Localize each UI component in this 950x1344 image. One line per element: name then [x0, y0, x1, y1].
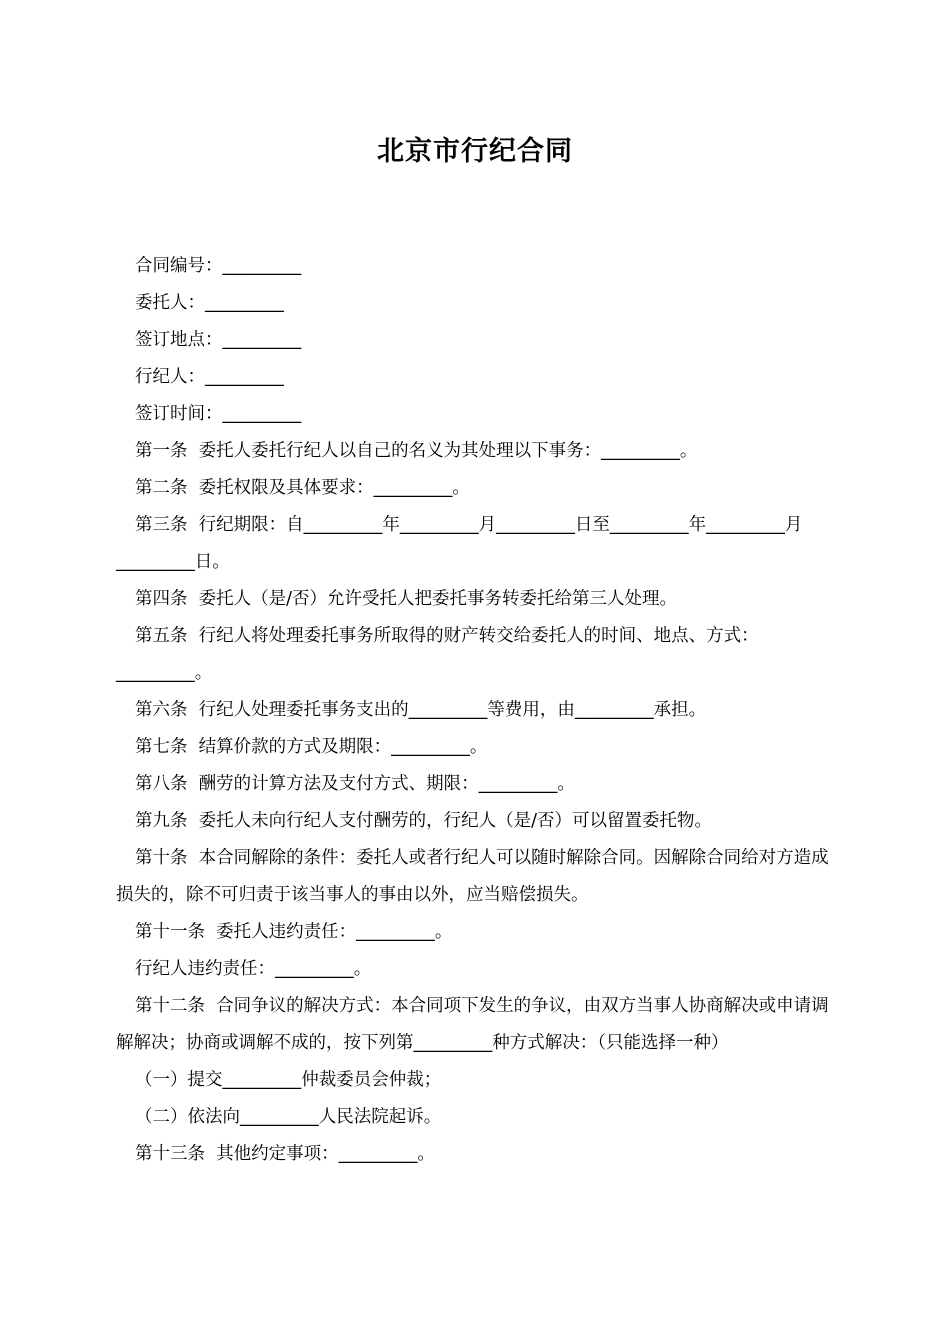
article-7: 第七条 结算价款的方式及期限：_________。	[135, 737, 488, 757]
article-2: 第二条 委托权限及具体要求：_________。	[135, 478, 470, 498]
signing-place-line: 签订地点：_________	[135, 330, 302, 350]
article-9: 第九条 委托人未向行纪人支付酬劳的，行纪人（是/否）可以留置委托物。	[135, 811, 713, 831]
broker-line: 行纪人：_________	[135, 367, 284, 387]
article-1: 第一条 委托人委托行纪人以自己的名义为其处理以下事务：_________。	[135, 441, 698, 461]
article-12-option-2: （二）依法向_________人民法院起诉。	[135, 1107, 442, 1127]
contract-number-line: 合同编号：_________	[135, 256, 302, 276]
document-title: 北京市行纪合同	[377, 136, 573, 167]
article-12: 第十二条 合同争议的解决方式：本合同项下发生的争议，由双方当事人协商解决或申请调解解决；协商或调解不成的，按下列第_________种方式解决：（只能选择一种）	[116, 996, 829, 1053]
article-5: 第五条 行纪人将处理委托事务所取得的财产转交给委托人的时间、地点、方式：_________。	[116, 626, 759, 683]
article-8: 第八条 酬劳的计算方法及支付方式、期限：_________。	[135, 774, 575, 794]
article-4: 第四条 委托人（是/否）允许受托人把委托事务转委托给第三人处理。	[135, 589, 678, 609]
article-11-broker-liability: 行纪人违约责任：_________。	[135, 959, 372, 979]
article-10: 第十条 本合同解除的条件：委托人或者行纪人可以随时解除合同。因解除合同给对方造成损失的，除不可归责于该当事人的事由以外，应当赔偿损失。	[116, 848, 829, 905]
article-13: 第十三条 其他约定事项：_________。	[135, 1144, 435, 1164]
article-12-option-1: （一）提交_________仲裁委员会仲裁；	[135, 1070, 442, 1090]
signing-time-line: 签订时间：_________	[135, 404, 302, 424]
document-body	[116, 248, 838, 1173]
article-6: 第六条 行纪人处理委托事务支出的_________等费用，由_________承担。	[135, 700, 707, 720]
article-3: 第三条 行纪期限：自_________年_________月_________日至_________年_________月_________日。	[116, 515, 803, 572]
article-11: 第十一条 委托人违约责任：_________。	[135, 922, 453, 942]
client-line: 委托人：_________	[135, 293, 284, 313]
